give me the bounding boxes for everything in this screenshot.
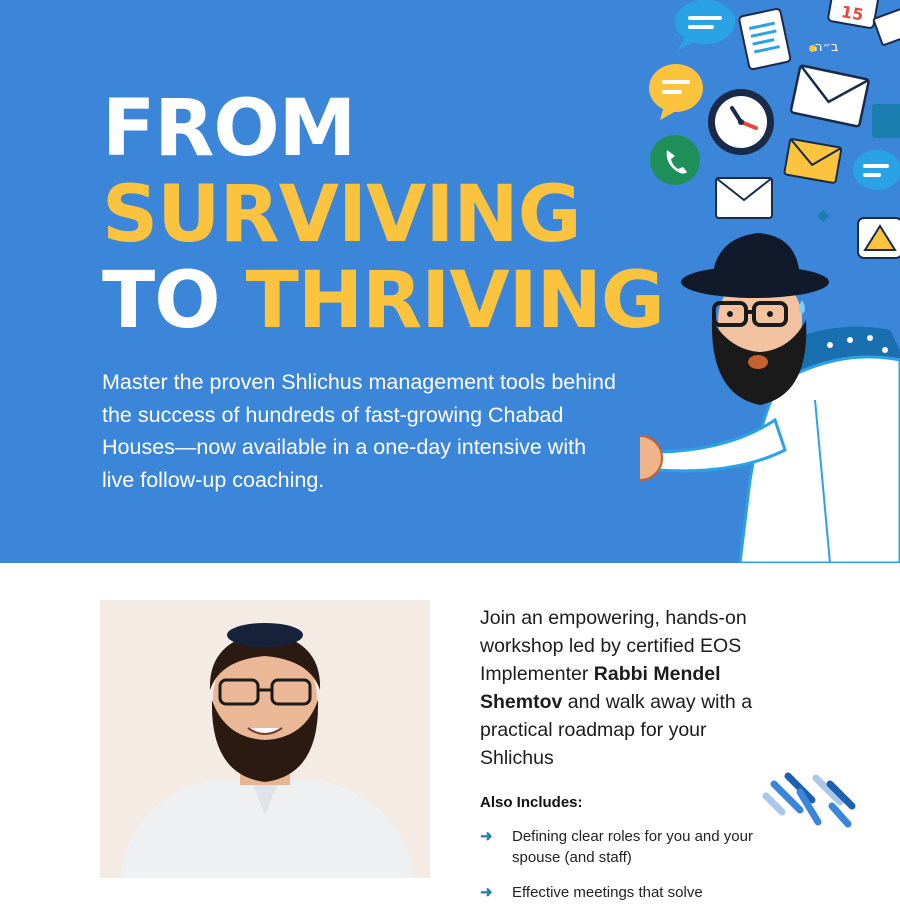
phone-icon: [650, 135, 700, 185]
envelope-icon: [784, 139, 841, 183]
intro-text-before: Join an empowering, hands-on workshop led by certified EOS Implementer: [480, 607, 747, 685]
envelope-icon: [873, 5, 900, 45]
rabbi-photo: [100, 600, 430, 878]
headline-line-3-yellow: THRIVING: [245, 256, 664, 346]
presenter-name: Rabbi Mendel Shemtov: [480, 663, 721, 713]
portrait-image: [100, 600, 430, 878]
intro-text-after: and walk away with a practical roadmap for your Shlichus: [480, 691, 753, 769]
headline-line-3-white: TO: [102, 256, 220, 346]
headline-line-1: FROM: [102, 84, 356, 174]
includes-list: [480, 826, 780, 917]
arrow-right-icon: ➜: [480, 828, 493, 845]
stressed-rabbi-illustration: [640, 0, 900, 563]
arrow-right-icon: ➜: [480, 884, 493, 901]
hebrew-mark: ב״ה: [814, 40, 839, 55]
workshop-intro: [480, 604, 780, 772]
envelope-icon: [791, 65, 869, 127]
envelope-icon: [716, 178, 772, 218]
headline-line-2: SURVIVING: [102, 170, 581, 260]
chat-bubble-icon: [853, 150, 900, 190]
list-item-text: Defining clear roles for you and your spouse (and staff): [512, 828, 753, 866]
clock-icon: [708, 89, 774, 155]
chat-bubble-icon: [675, 0, 735, 50]
hero-subtitle: Master the proven Shlichus management tools behind the success of hundreds of fast-growing Chabad Houses—now available in a one-day intensive with live follow-up coaching.: [102, 370, 616, 492]
chat-bubble-icon: [649, 64, 703, 120]
document-icon: [739, 8, 791, 70]
brand-logo-icon: [760, 770, 860, 830]
envelope-icon: [872, 104, 900, 138]
warning-icon: [858, 218, 900, 258]
headline: [102, 86, 664, 344]
list-item: [480, 826, 780, 868]
calendar-number: 15: [839, 1, 865, 25]
calendar-icon: [828, 0, 880, 29]
also-includes-heading: Also Includes:: [480, 794, 583, 811]
list-item-text: Effective meetings that solve: [512, 884, 703, 901]
